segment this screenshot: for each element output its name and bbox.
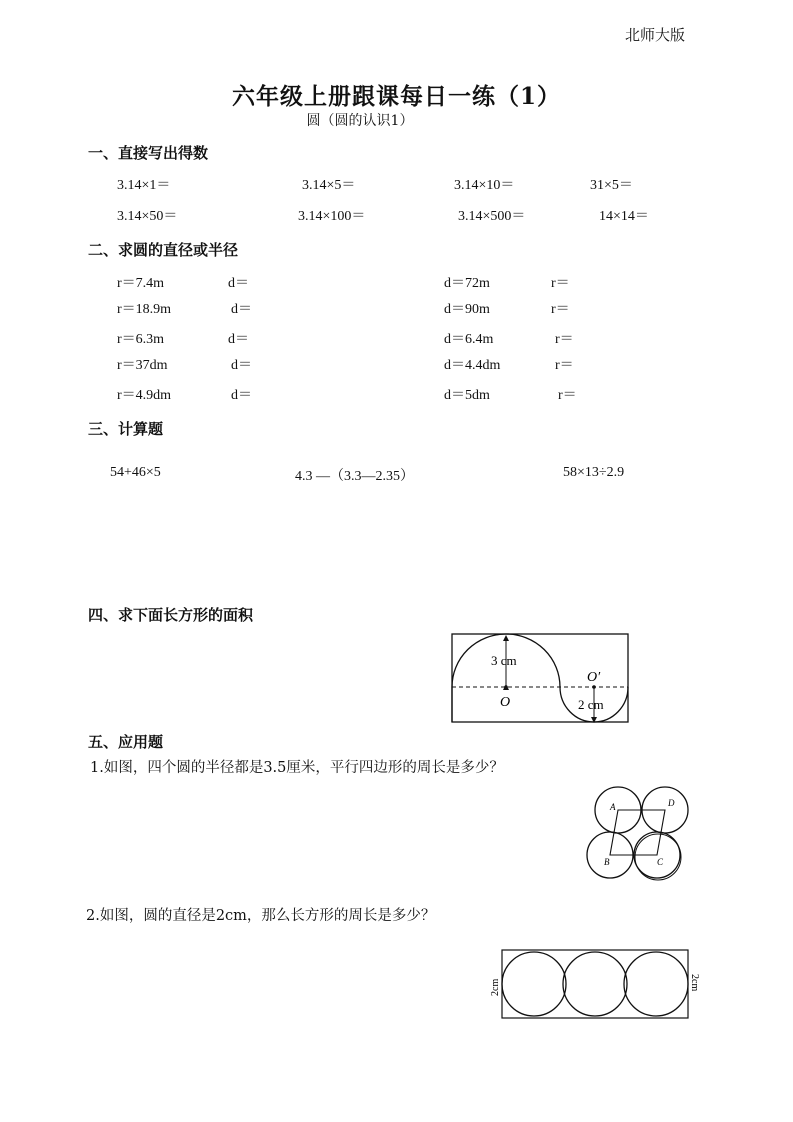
label-2cm: 2 cm [578, 697, 604, 712]
answer-prompt: d＝ [228, 276, 249, 291]
answer-prompt: d＝ [231, 388, 252, 403]
given-value: d＝72m [444, 276, 490, 291]
answer-prompt: r＝ [555, 332, 574, 347]
label-center-o: O [500, 695, 511, 710]
question-2: 2.如图，圆的直径是2cm，那么长方形的周长是多少？ [86, 908, 436, 924]
label-3cm: 3 cm [491, 653, 517, 668]
given-value: r＝7.4m [117, 276, 165, 291]
section5-heading: 五、应用题 [88, 733, 164, 751]
page-subtitle: 圆（圆的认识1） [306, 113, 414, 129]
given-value: r＝6.3m [117, 332, 165, 347]
answer-prompt: d＝ [231, 358, 252, 373]
label-c: C [657, 857, 664, 867]
edition-label: 北师大版 [625, 26, 686, 44]
section4-heading: 四、求下面长方形的面积 [88, 606, 254, 624]
section3-heading: 三、计算题 [88, 420, 164, 438]
expression: 54+46×5 [110, 465, 161, 480]
answer-prompt: r＝ [551, 276, 570, 291]
given-value: r＝4.9dm [117, 388, 172, 403]
given-value: r＝18.9m [117, 302, 172, 317]
given-value: d＝5dm [444, 388, 490, 403]
three-circles-rectangle-figure [484, 946, 706, 1022]
calc-item: 3.14×1＝ [117, 178, 171, 193]
question-1: 1.如图，四个圆的半径都是3.5厘米，平行四边形的周长是多少？ [90, 760, 504, 776]
label-center-o-prime: O′ [587, 670, 601, 685]
answer-prompt: r＝ [558, 388, 577, 403]
calc-item: 14×14＝ [599, 209, 649, 224]
expression: 4.3 —（3.3—2.35） [295, 469, 414, 484]
label-right-2cm: 2cm [689, 974, 700, 992]
expression: 58×13÷2.9 [563, 465, 625, 480]
label-d: D [668, 798, 675, 808]
label-b: B [604, 857, 610, 867]
page-title: 六年级上册跟课每日一练（1） [231, 83, 561, 110]
section1-heading: 一、直接写出得数 [88, 144, 209, 162]
answer-prompt: d＝ [228, 332, 249, 347]
given-value: d＝4.4dm [444, 358, 501, 373]
given-value: r＝37dm [117, 358, 168, 373]
four-circles-figure [582, 782, 694, 884]
given-value: d＝6.4m [444, 332, 494, 347]
given-value: d＝90m [444, 302, 490, 317]
rectangle-semicircle-figure [448, 630, 632, 728]
calc-item: 3.14×500＝ [458, 209, 526, 224]
answer-prompt: d＝ [231, 302, 252, 317]
answer-prompt: r＝ [555, 358, 574, 373]
label-left-2cm: 2cm [490, 978, 501, 996]
calc-item: 3.14×100＝ [298, 209, 366, 224]
section2-heading: 二、求圆的直径或半径 [88, 241, 239, 259]
answer-prompt: r＝ [551, 302, 570, 317]
calc-item: 3.14×5＝ [302, 178, 356, 193]
label-a: A [610, 802, 616, 812]
calc-item: 3.14×50＝ [117, 209, 178, 224]
calc-item: 3.14×10＝ [454, 178, 515, 193]
calc-item: 31×5＝ [590, 178, 633, 193]
